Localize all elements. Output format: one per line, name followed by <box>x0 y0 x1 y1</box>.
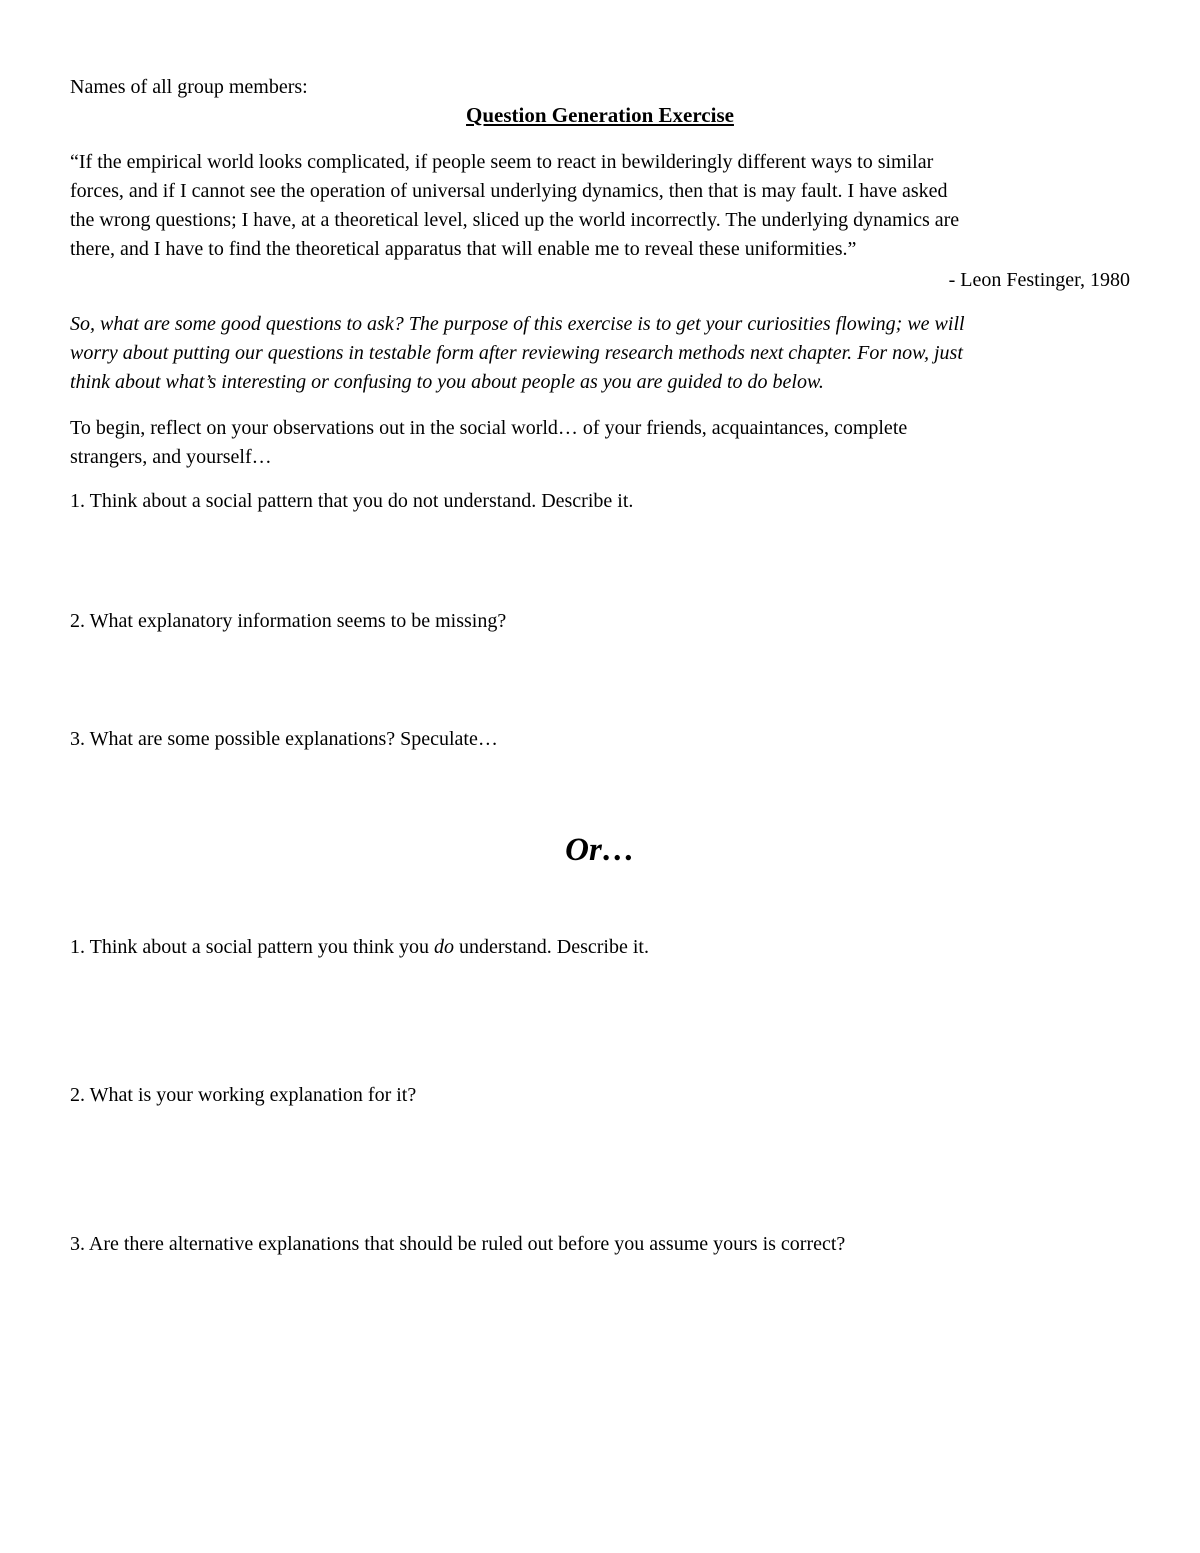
quote-line: there, and I have to find the theoretical apparatus that will enable me to reveal these uniformities.” <box>70 238 857 260</box>
intro-line: worry about putting our questions in testable form after reviewing research methods next chapter. For now, just <box>70 342 963 364</box>
festinger-quote <box>70 148 1135 264</box>
quote-attribution: - Leon Festinger, 1980 <box>948 269 1130 291</box>
quote-line: the wrong questions; I have, at a theoretical level, sliced up the world incorrectly. The underlying dynamics are <box>70 209 960 231</box>
or-heading: Or… <box>565 832 635 868</box>
question-a1: 1. Think about a social pattern that you do not understand. Describe it. <box>70 490 634 512</box>
question-b1-text: 1. Think about a social pattern you think you <box>70 936 435 958</box>
emphasis-do: do <box>434 936 455 958</box>
question-b2: 2. What is your working explanation for it? <box>70 1084 417 1106</box>
question-b1-text-end: understand. Describe it. <box>454 936 649 958</box>
quote-line: forces, and if I cannot see the operation of universal underlying dynamics, then that is may fault. I have asked <box>70 180 948 202</box>
question-a2: 2. What explanatory information seems to be missing? <box>70 610 507 632</box>
intro-paragraph <box>70 310 1135 397</box>
group-members-label: Names of all group members: <box>70 76 308 98</box>
question-a3: 3. What are some possible explanations? Speculate… <box>70 728 498 750</box>
intro-line: think about what’s interesting or confusing to you about people as you are guided to do below. <box>70 371 824 393</box>
begin-line: strangers, and yourself… <box>70 446 272 468</box>
quote-line: “If the empirical world looks complicated, if people seem to react in bewilderingly different ways to similar <box>70 151 934 173</box>
begin-line: To begin, reflect on your observations out in the social world… of your friends, acquaintances, complete <box>70 417 908 439</box>
begin-paragraph <box>70 414 1135 472</box>
intro-line: So, what are some good questions to ask? The purpose of this exercise is to get your curiosities flowing; we will <box>70 313 965 335</box>
page-title: Question Generation Exercise <box>466 103 734 127</box>
question-b3: 3. Are there alternative explanations that should be ruled out before you assume yours is correct? <box>70 1233 846 1255</box>
question-b1 <box>70 933 649 962</box>
